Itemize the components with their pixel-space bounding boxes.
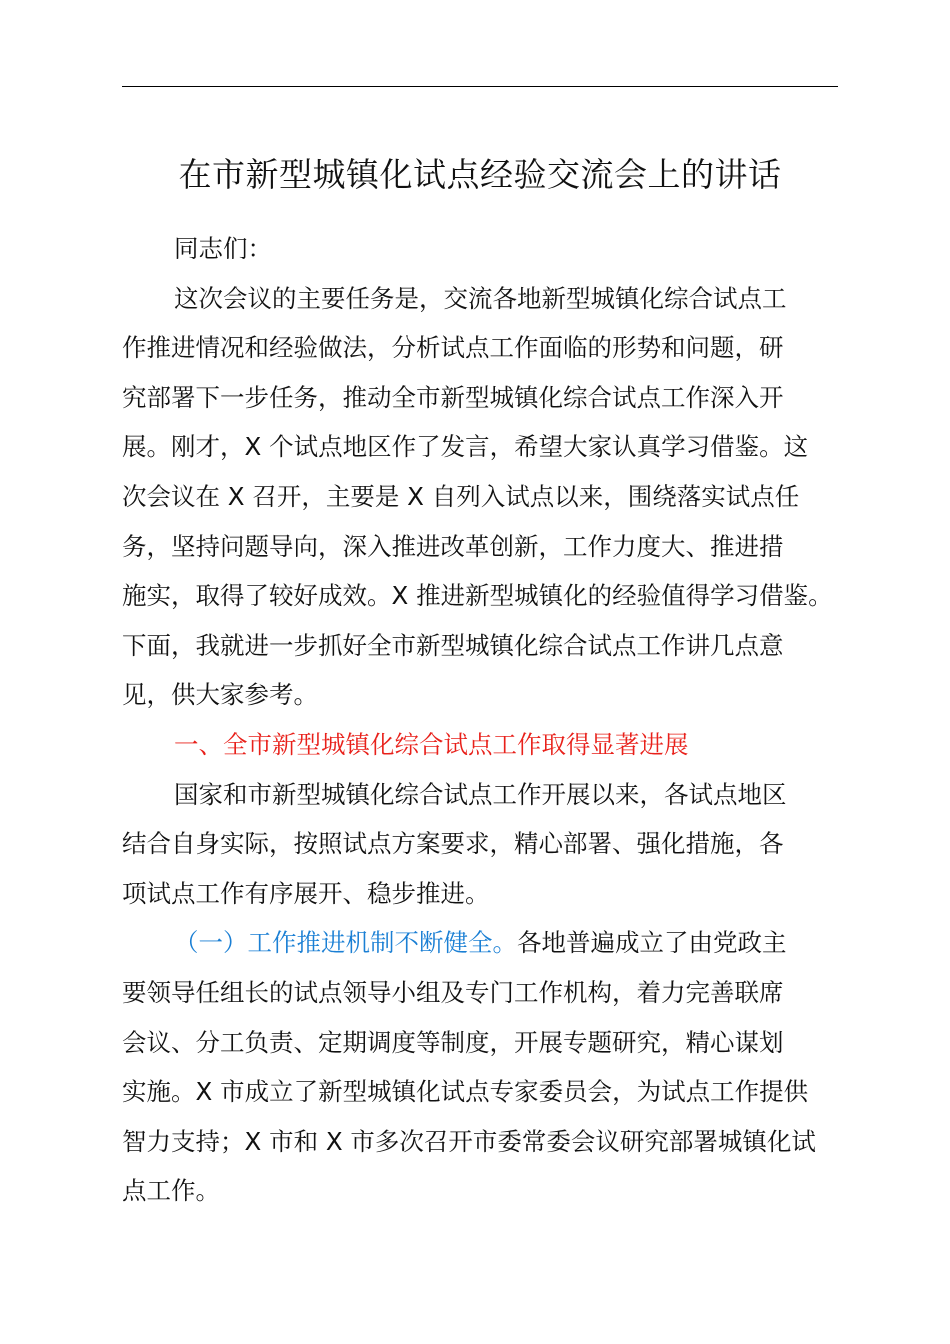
subsection1-line: 实施。X 市成立了新型城镇化试点专家委员会，为试点工作提供 bbox=[122, 1077, 809, 1107]
subsection1-line: 要领导任组长的试点领导小组及专门工作机构，着力完善联席 bbox=[122, 977, 784, 1007]
intro-line: 这次会议的主要任务是，交流各地新型城镇化综合试点工 bbox=[174, 283, 787, 313]
document-title: 在市新型城镇化试点经验交流会上的讲话 bbox=[178, 155, 782, 194]
subsection-1-first-line bbox=[122, 918, 838, 968]
document-body bbox=[122, 224, 838, 1216]
header-rule bbox=[122, 86, 838, 87]
salutation: 同志们： bbox=[174, 234, 272, 263]
intro-line: 次会议在 X 召开，主要是 X 自列入试点以来，围绕落实试点任 bbox=[122, 481, 800, 511]
intro-line: 究部署下一步任务，推动全市新型城镇化综合试点工作深入开 bbox=[122, 382, 784, 412]
subsection1-line: 点工作。 bbox=[122, 1176, 220, 1206]
subsection1-line: 会议、分工负责、定期调度等制度，开展专题研究，精心谋划 bbox=[122, 1027, 784, 1057]
section1-line: 国家和市新型城镇化综合试点工作开展以来，各试点地区 bbox=[174, 779, 787, 809]
section1-line: 项试点工作有序展开、稳步推进。 bbox=[122, 878, 490, 908]
section1-line: 结合自身实际，按照试点方案要求，精心部署、强化措施，各 bbox=[122, 829, 784, 859]
subsection-heading-1: （一）工作推进机制不断健全。 bbox=[174, 928, 517, 958]
intro-line: 务，坚持问题导向，深入推进改革创新，工作力度大、推进措 bbox=[122, 531, 784, 561]
intro-line: 下面，我就进一步抓好全市新型城镇化综合试点工作讲几点意 bbox=[122, 630, 784, 660]
subsection-1-text: 各地普遍成立了由党政主 bbox=[517, 928, 787, 958]
intro-line: 展。刚才，X 个试点地区作了发言，希望大家认真学习借鉴。这 bbox=[122, 432, 809, 462]
intro-line: 作推进情况和经验做法，分析试点工作面临的形势和问题，研 bbox=[122, 333, 784, 363]
subsection1-line: 智力支持；X 市和 X 市多次召开市委常委会议研究部署城镇化试 bbox=[122, 1126, 816, 1156]
intro-line: 施实，取得了较好成效。X 推进新型城镇化的经验值得学习借鉴。 bbox=[122, 581, 833, 611]
section-heading-1: 一、全市新型城镇化综合试点工作取得显著进展 bbox=[174, 729, 689, 759]
intro-line: 见，供大家参考。 bbox=[122, 680, 318, 710]
